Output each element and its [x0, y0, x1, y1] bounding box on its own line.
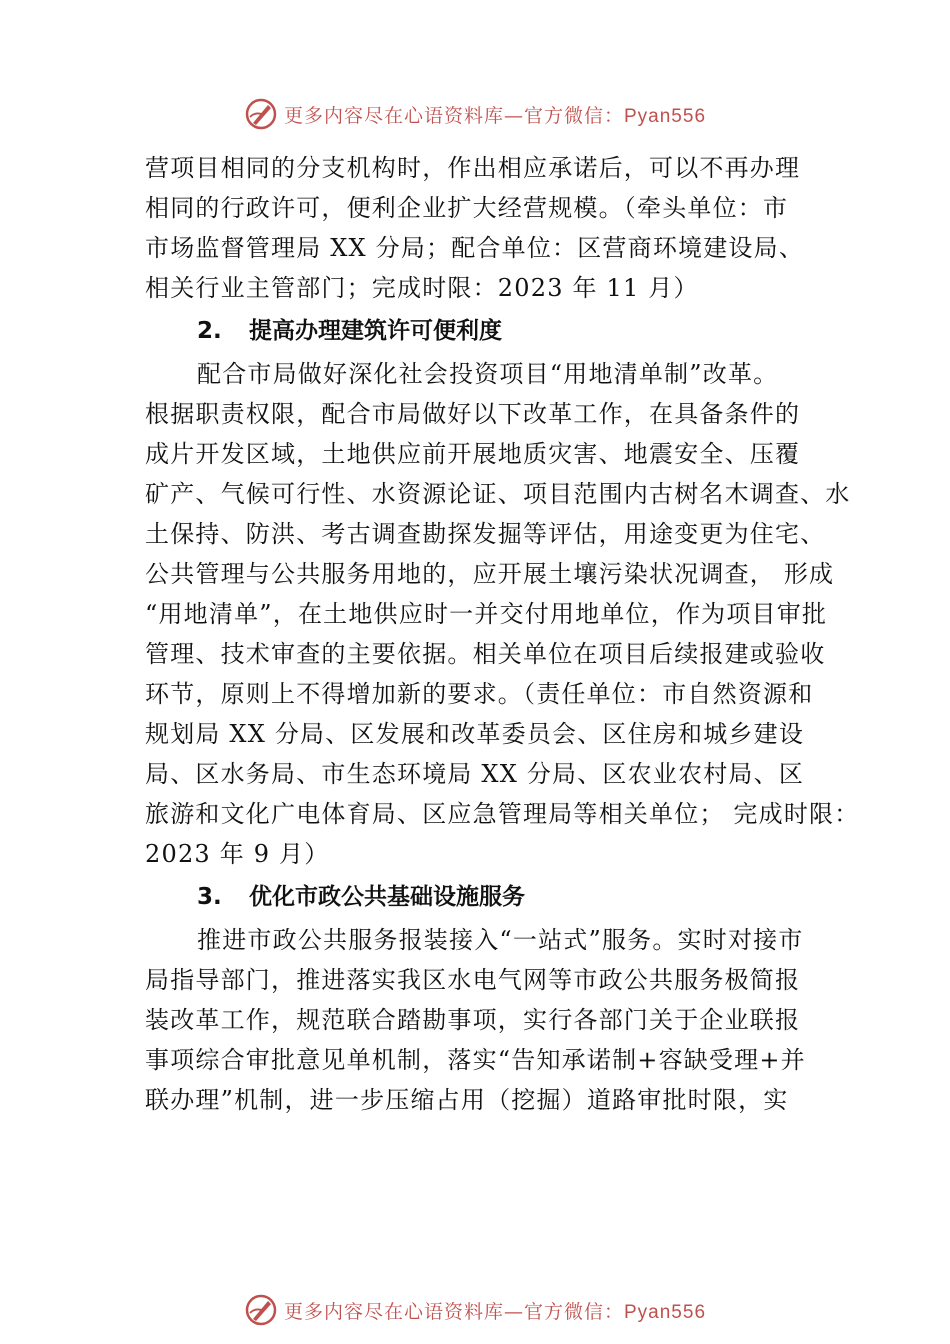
pen-circle-logo-icon	[244, 1293, 278, 1327]
paragraph-line: 矿产、气候可行性、水资源论证、项目范围内古树名木调查、水	[145, 480, 851, 508]
heading-number: 2.	[197, 318, 222, 344]
section-heading-3	[145, 874, 825, 920]
watermark-wechat-id: Pyan556	[624, 1301, 707, 1323]
paragraph-line: 事项综合审批意见单机制，落实“告知承诺制+容缺受理+并	[145, 1046, 806, 1074]
paragraph-line: 公共管理与公共服务用地的，应开展土壤污染状况调查， 形成	[145, 560, 835, 588]
paragraph-line: 局指导部门，推进落实我区水电气网等市政公共服务极简报	[145, 966, 801, 994]
paragraph-line: 配合市局做好深化社会投资项目“用地清单制”改革。	[197, 360, 779, 388]
paragraph-line: 旅游和文化广电体育局、区应急管理局等相关单位； 完成时限：	[145, 800, 860, 828]
paragraph-line: 管理、技术审查的主要依据。相关单位在项目后续报建或验收	[145, 640, 826, 668]
document-body	[145, 148, 860, 1120]
paragraph-line: “用地清单”，在土地供应时一并交付用地单位，作为项目审批	[145, 600, 828, 628]
watermark-text: 更多内容尽在心语资料库—官方微信：Pyan556	[283, 104, 707, 127]
paragraph-line: 市场监督管理局 XX 分局；配合单位：区营商环境建设局、	[145, 234, 805, 262]
watermark-text: 更多内容尽在心语资料库—官方微信：Pyan556	[283, 1300, 707, 1323]
paragraph-line: 营项目相同的分支机构时，作出相应承诺后，可以不再办理	[145, 154, 801, 182]
paragraph-line: 成片开发区域，土地供应前开展地质灾害、地震安全、压覆	[145, 440, 801, 468]
watermark-header	[0, 94, 950, 134]
watermark-wechat-id: Pyan556	[624, 105, 707, 127]
paragraph-line: 土保持、防洪、考古调查勘探发掘等评估，用途变更为住宅、	[145, 520, 826, 548]
pen-circle-logo-icon	[244, 97, 278, 131]
paragraph-line: 根据职责权限，配合市局做好以下改革工作，在具备条件的	[145, 400, 801, 428]
paragraph-line: 局、区水务局、市生态环境局 XX 分局、区农业农村局、区	[145, 760, 805, 788]
paragraph-line: 相同的行政许可，便利企业扩大经营规模。（牵头单位：市	[145, 194, 789, 222]
paragraph-line: 联办理”机制，进一步压缩占用（挖掘）道路审批时限，实	[145, 1086, 789, 1114]
paragraph-line: 推进市政公共服务报装接入“一站式”服务。实时对接市	[197, 926, 804, 954]
heading-title: 优化市政公共基础设施服务	[249, 884, 525, 910]
paragraph-line: 2023 年 9 月）	[145, 840, 330, 868]
heading-number: 3.	[197, 884, 222, 910]
paragraph-line: 规划局 XX 分局、区发展和改革委员会、区住房和城乡建设	[145, 720, 805, 748]
heading-title: 提高办理建筑许可便利度	[249, 318, 502, 344]
section-heading-2	[145, 308, 825, 354]
paragraph-line: 相关行业主管部门；完成时限：2023 年 11 月）	[145, 274, 699, 302]
paragraph-line: 环节，原则上不得增加新的要求。（责任单位：市自然资源和	[145, 680, 814, 708]
paragraph-line: 装改革工作，规范联合踏勘事项，实行各部门关于企业联报	[145, 1006, 801, 1034]
watermark-footer	[0, 1290, 950, 1330]
